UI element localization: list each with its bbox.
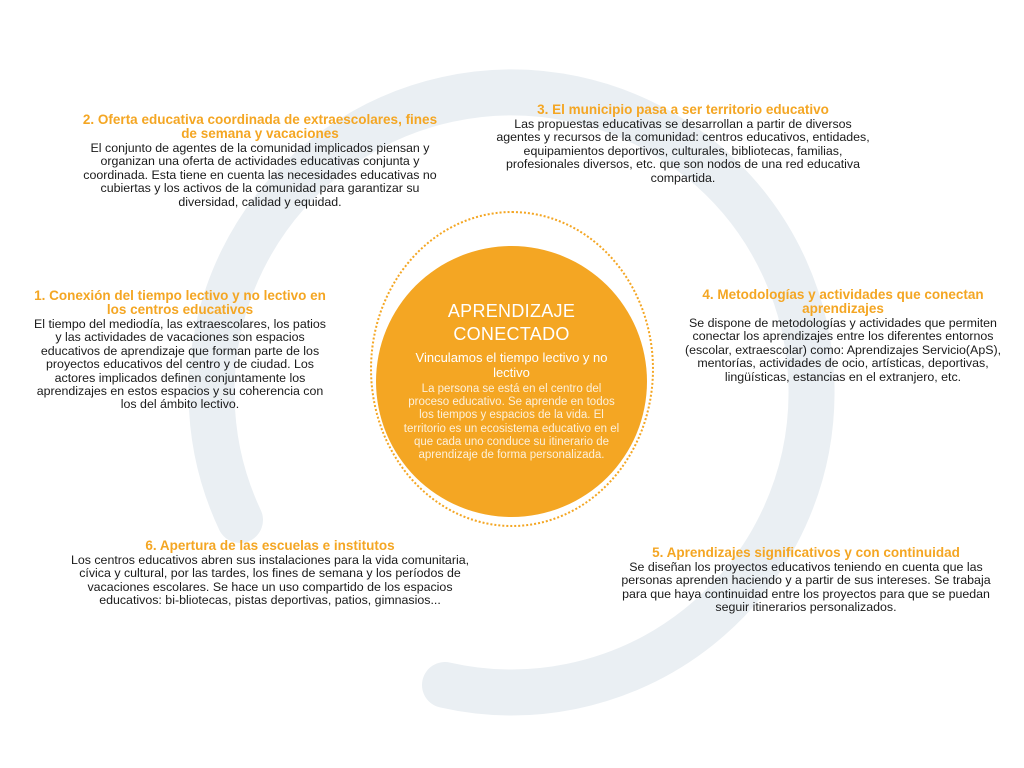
block-title: 3. El municipio pasa a ser territorio educativo — [537, 102, 829, 117]
block-body: Se diseñan los proyectos educativos teniendo en cuenta que las personas aprenden haciendo y a partir de sus intereses. Se trabaja para que haya continuidad entre los proyectos para que se puedan seguir itinerarios personalizados. — [621, 560, 991, 615]
block-title: 6. Apertura de las escuelas e institutos — [145, 538, 395, 553]
center-body: La persona se está en el centro del proceso educativo. Se aprende en todos los tiempos y espacios de la vida. El territorio es un ecosistema educativo en el que cada uno conduce su itinerario de aprendizaje de forma personalizada. — [403, 383, 620, 462]
block-oferta-educativa — [80, 113, 440, 209]
block-title: 5. Aprendizajes significativos y con continuidad — [652, 545, 960, 560]
block-body: El conjunto de agentes de la comunidad implicados piensan y organizan una oferta de actividades educativas conjunta y coordinada. Esta tiene en cuenta las necesidades educativas no cubiertas y los activos de la comunidad para garantizar su diversidad, calidad y equidad. — [83, 141, 437, 209]
block-tiempo-lectivo — [30, 289, 330, 412]
block-aprendizajes-significativos — [610, 546, 1002, 615]
center-circle — [376, 246, 647, 517]
block-body: El tiempo del mediodía, las extraescolares, los patios y las actividades de vacaciones son espacios educativos de aprendizaje que forman parte de los proyectos educativos del centro y de ciudad. Los actores implicados definen conjuntamente los aprendizajes en estos espacios y su coherencia con los del ámbito lectivo. — [33, 317, 326, 412]
center-title: APRENDIZAJE CONECTADO — [447, 301, 576, 344]
block-body: Se dispone de metodologías y actividades que permiten conectar los aprendizajes entre los diferentes entornos (escolar, extraescolar) como: Aprendizajes Servicio(ApS), mentorías, actividades de ocio, artísticas, deportivas, lingüísticas, estancias en el extranjero, etc. — [684, 316, 1002, 384]
block-apertura-escuelas — [70, 539, 470, 608]
block-title: 1. Conexión del tiempo lectivo y no lectivo en los centros educativos — [34, 288, 326, 317]
block-body: Las propuestas educativas se desarrollan a partir de diversos agentes y recursos de la comunidad: centros educativos, entidades, equipamientos deportivos, culturales, bibliotecas, familias, profesionales diversos, etc. que son nodos de una red educativa compartida. — [496, 117, 870, 185]
block-title: 2. Oferta educativa coordinada de extraescolares, fines de semana y vacaciones — [82, 112, 438, 141]
block-body: Los centros educativos abren sus instalaciones para la vida comunitaria, cívica y cultural, por las tardes, los fines de semana y los períodos de vacaciones escolares. Se hace un uso compartido de los espacios educativos: bi-bliotecas, pistas deportivas, patios, gimnasios... — [70, 553, 470, 608]
block-metodologias — [682, 288, 1004, 384]
block-municipio — [495, 103, 871, 185]
center-subtitle: Vinculamos el tiempo lectivo y no lectivo — [415, 350, 608, 380]
block-title: 4. Metodologías y actividades que conectan aprendizajes — [702, 287, 984, 316]
